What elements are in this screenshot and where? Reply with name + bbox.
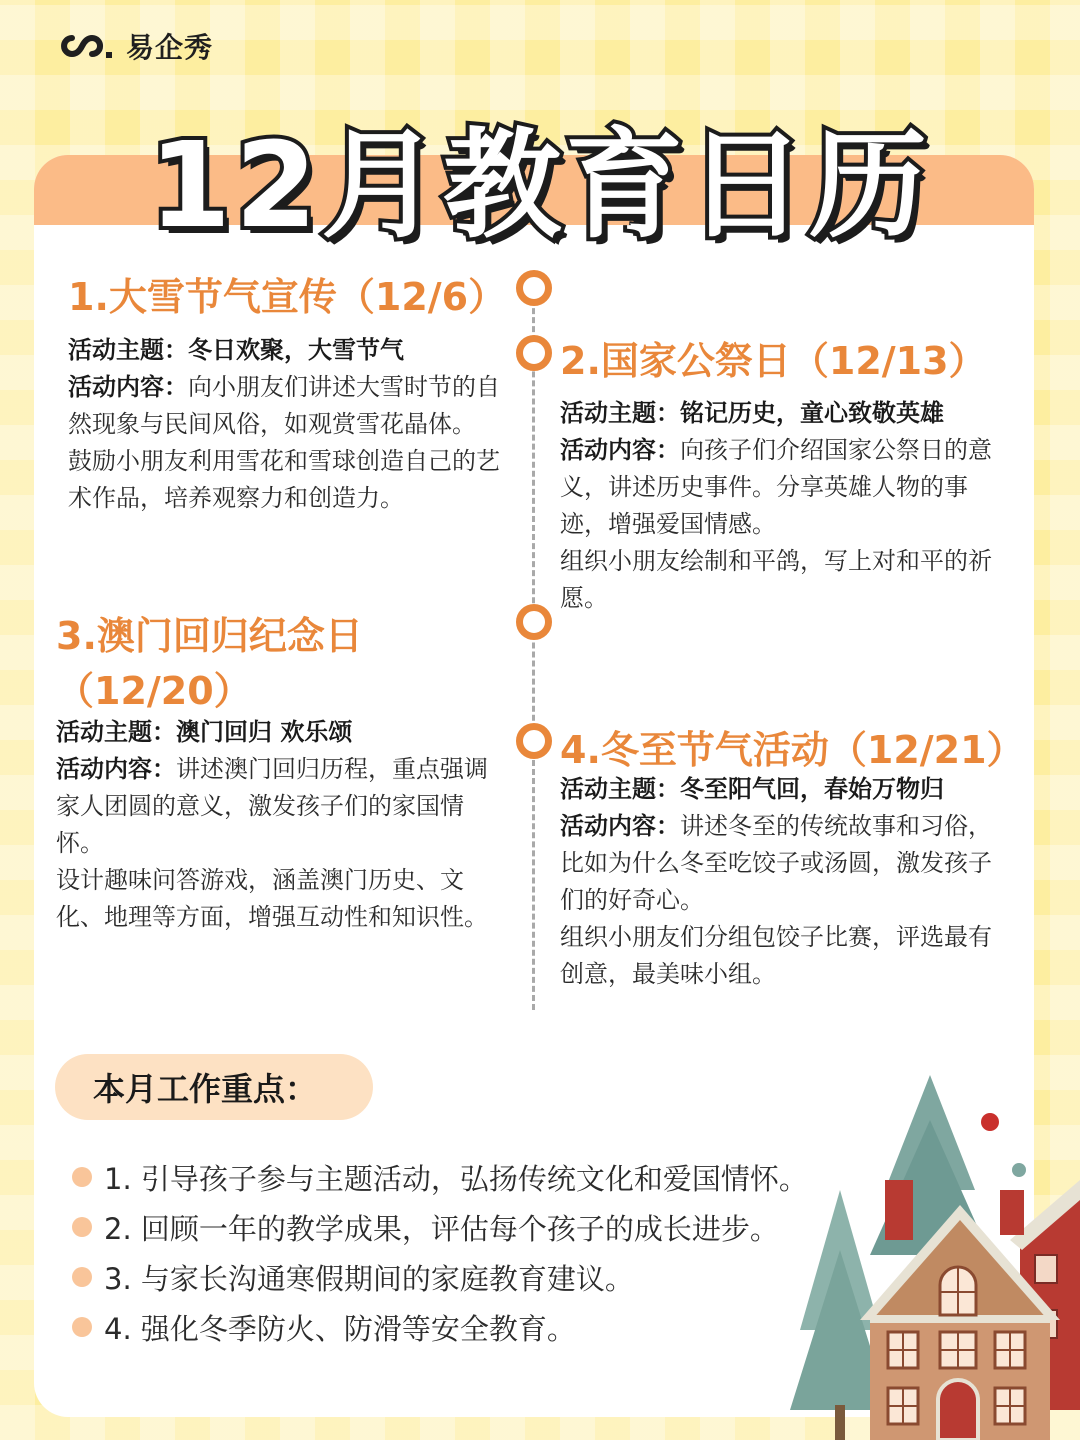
section-1-title: 1.大雪节气宣传（12/6） — [68, 275, 507, 319]
section-3-date: （12/20） — [56, 669, 252, 713]
theme-label: 活动主题： — [560, 399, 680, 427]
section-4-title: 4.冬至节气活动（12/21） — [560, 728, 1025, 772]
list-item — [72, 1202, 808, 1252]
section-1-extra: 鼓励小朋友利用雪花和雪球创造自己的艺术作品，培养观察力和创造力。 — [68, 447, 500, 512]
content-label: 活动内容： — [56, 755, 176, 783]
section-3-content: 讲述澳门回归历程，重点强调家人团圆的意义，激发孩子们的家国情怀。 — [56, 755, 488, 857]
brand-name: 易企秀 — [126, 31, 214, 64]
timeline-node-4 — [516, 723, 552, 759]
list-item — [72, 1302, 808, 1352]
timeline-node-1 — [516, 270, 552, 306]
section-3-theme: 澳门回归 欢乐颂 — [176, 718, 353, 746]
brand-logo — [56, 26, 213, 66]
section-1-content: 向小朋友们讲述大雪时节的自然现象与民间风俗，如观赏雪花晶体。 — [68, 373, 500, 438]
section-4-extra: 组织小朋友们分组包饺子比赛，评选最有创意，最美味小组。 — [560, 923, 992, 988]
bullet-dot-icon — [72, 1267, 92, 1287]
timeline-line — [532, 290, 535, 1010]
section-3-body — [56, 714, 496, 936]
infinity-loop-logo-icon — [56, 29, 118, 63]
focus-item-4: 4. 强化冬季防火、防滑等安全教育。 — [104, 1311, 576, 1346]
section-1-theme: 冬日欢聚，大雪节气 — [188, 336, 404, 364]
focus-item-1: 1. 引导孩子参与主题活动，弘扬传统文化和爱国情怀。 — [104, 1161, 808, 1196]
theme-label: 活动主题： — [68, 336, 188, 364]
list-item — [72, 1152, 808, 1202]
section-1-body — [68, 332, 508, 517]
content-label: 活动内容： — [560, 812, 680, 840]
section-2-theme: 铭记历史，童心致敬英雄 — [680, 399, 944, 427]
section-2-content: 向孩子们介绍国家公祭日的意义，讲述历史事件。分享英雄人物的事迹，增强爱国情感。 — [560, 436, 992, 538]
section-4-theme: 冬至阳气回，春始万物归 — [680, 775, 944, 803]
section-4-content: 讲述冬至的传统故事和习俗，比如为什么冬至吃饺子或汤圆，激发孩子们的好奇心。 — [560, 812, 992, 914]
content-label: 活动内容： — [560, 436, 680, 464]
section-3-title: 3.澳门回归纪念日 — [56, 614, 363, 658]
section-4-body — [560, 771, 1000, 993]
section-2-body — [560, 395, 1000, 617]
content-label: 活动内容： — [68, 373, 188, 401]
focus-item-2: 2. 回顾一年的教学成果，评估每个孩子的成长进步。 — [104, 1211, 779, 1246]
theme-label: 活动主题： — [56, 718, 176, 746]
list-item — [72, 1252, 808, 1302]
bullet-dot-icon — [72, 1317, 92, 1337]
timeline-node-3 — [516, 604, 552, 640]
focus-list — [72, 1152, 808, 1352]
focus-item-3: 3. 与家长沟通寒假期间的家庭教育建议。 — [104, 1261, 634, 1296]
section-2-title: 2.国家公祭日（12/13） — [560, 339, 987, 383]
section-2-extra: 组织小朋友绘制和平鸽，写上对和平的祈愿。 — [560, 547, 992, 612]
theme-label: 活动主题： — [560, 775, 680, 803]
focus-label-pill: 本月工作重点： — [55, 1054, 373, 1120]
bullet-dot-icon — [72, 1167, 92, 1187]
page-title: 12月教育日历 — [148, 116, 932, 254]
section-3-extra: 设计趣味问答游戏，涵盖澳门历史、文化、地理等方面，增强互动性和知识性。 — [56, 866, 488, 931]
bullet-dot-icon — [72, 1217, 92, 1237]
winter-houses-trees-illustration — [790, 1070, 1080, 1440]
timeline-node-2 — [516, 335, 552, 371]
